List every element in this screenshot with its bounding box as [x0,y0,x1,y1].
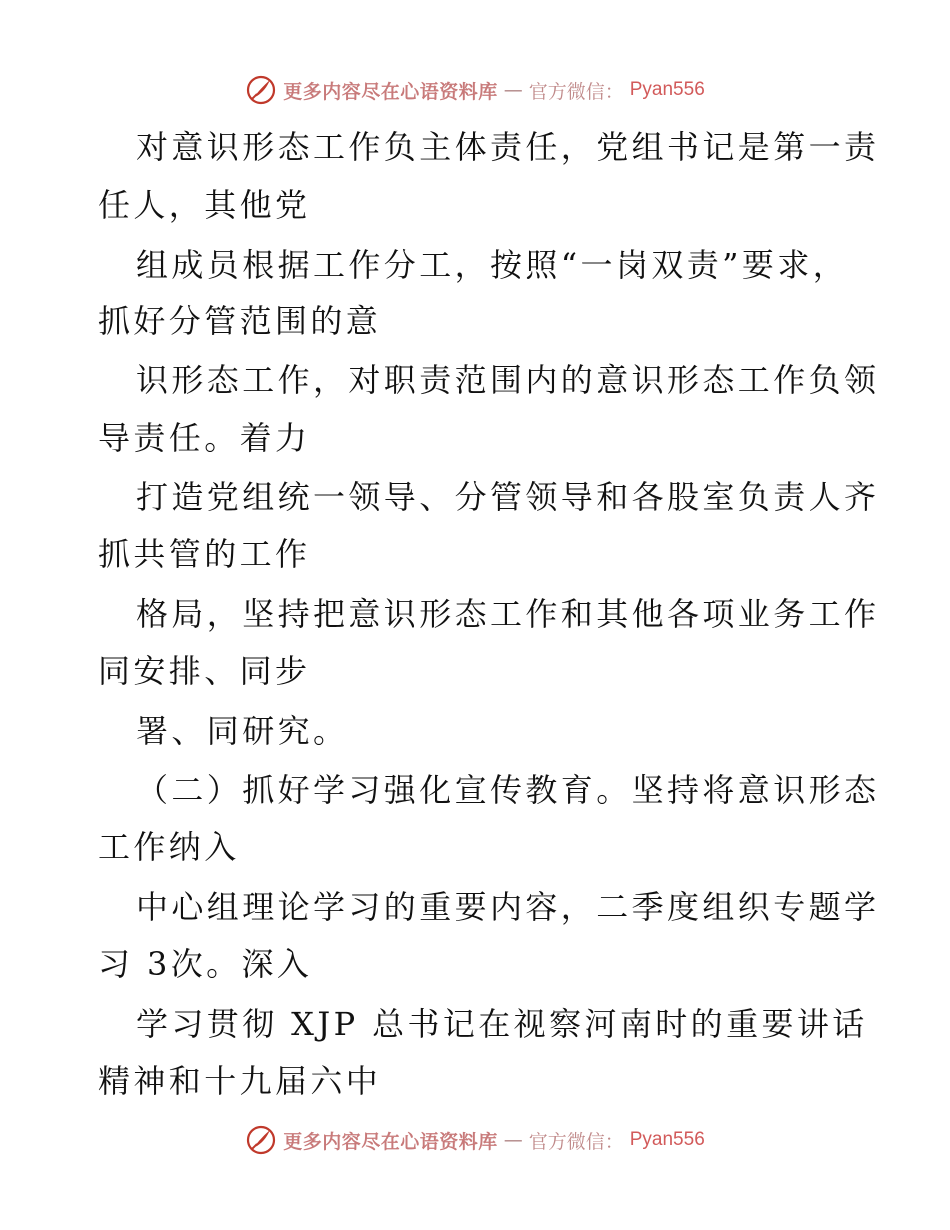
body-line: 学习贯彻 XJP 总书记在视察河南时的重要讲话 [136,1005,868,1043]
watermark-main-text: 更多内容尽在心语资料库 [283,1130,498,1153]
body-line: 中心组理论学习的重要内容，二季度组织专题学 [136,888,880,926]
body-line: 任人，其他党 [98,186,311,224]
body-line: 署、同研究。 [136,712,349,750]
body-line: 习 3次。深入 [98,945,313,983]
body-line: 识形态工作，对职责范围内的意识形态工作负领 [136,361,880,399]
watermark-separator: — [503,1129,523,1151]
watermark-wechat-label: 官方微信： [528,80,624,103]
watermark-wechat-id: Pyan556 [629,79,705,100]
body-line: 格局，坚持把意识形态工作和其他各项业务工作 [136,595,880,633]
body-line: 对意识形态工作负主体责任，党组书记是第一责 [136,128,880,166]
body-line: 导责任。着力 [98,419,311,457]
footer-watermark [0,1120,950,1160]
body-line: 组成员根据工作分工，按照“一岗双责”要求， [136,246,849,284]
body-line: 打造党组统一领导、分管领导和各股室负责人齐 [136,478,880,516]
watermark-wechat-label: 官方微信： [528,1130,624,1153]
body-line: 抓好分管范围的意 [98,302,382,340]
watermark-main-text: 更多内容尽在心语资料库 [283,80,498,103]
body-line: 精神和十九届六中 [98,1062,382,1100]
body-line: 工作纳入 [98,828,240,866]
body-line: 抓共管的工作 [98,535,311,573]
watermark-separator: — [503,79,523,101]
body-line: 同安排、同步 [98,652,311,690]
header-watermark [0,70,950,110]
body-line: （二）抓好学习强化宣传教育。坚持将意识形态 [136,771,880,809]
quill-logo-icon [245,74,277,106]
watermark-wechat-id: Pyan556 [629,1129,705,1150]
quill-logo-icon [245,1124,277,1156]
